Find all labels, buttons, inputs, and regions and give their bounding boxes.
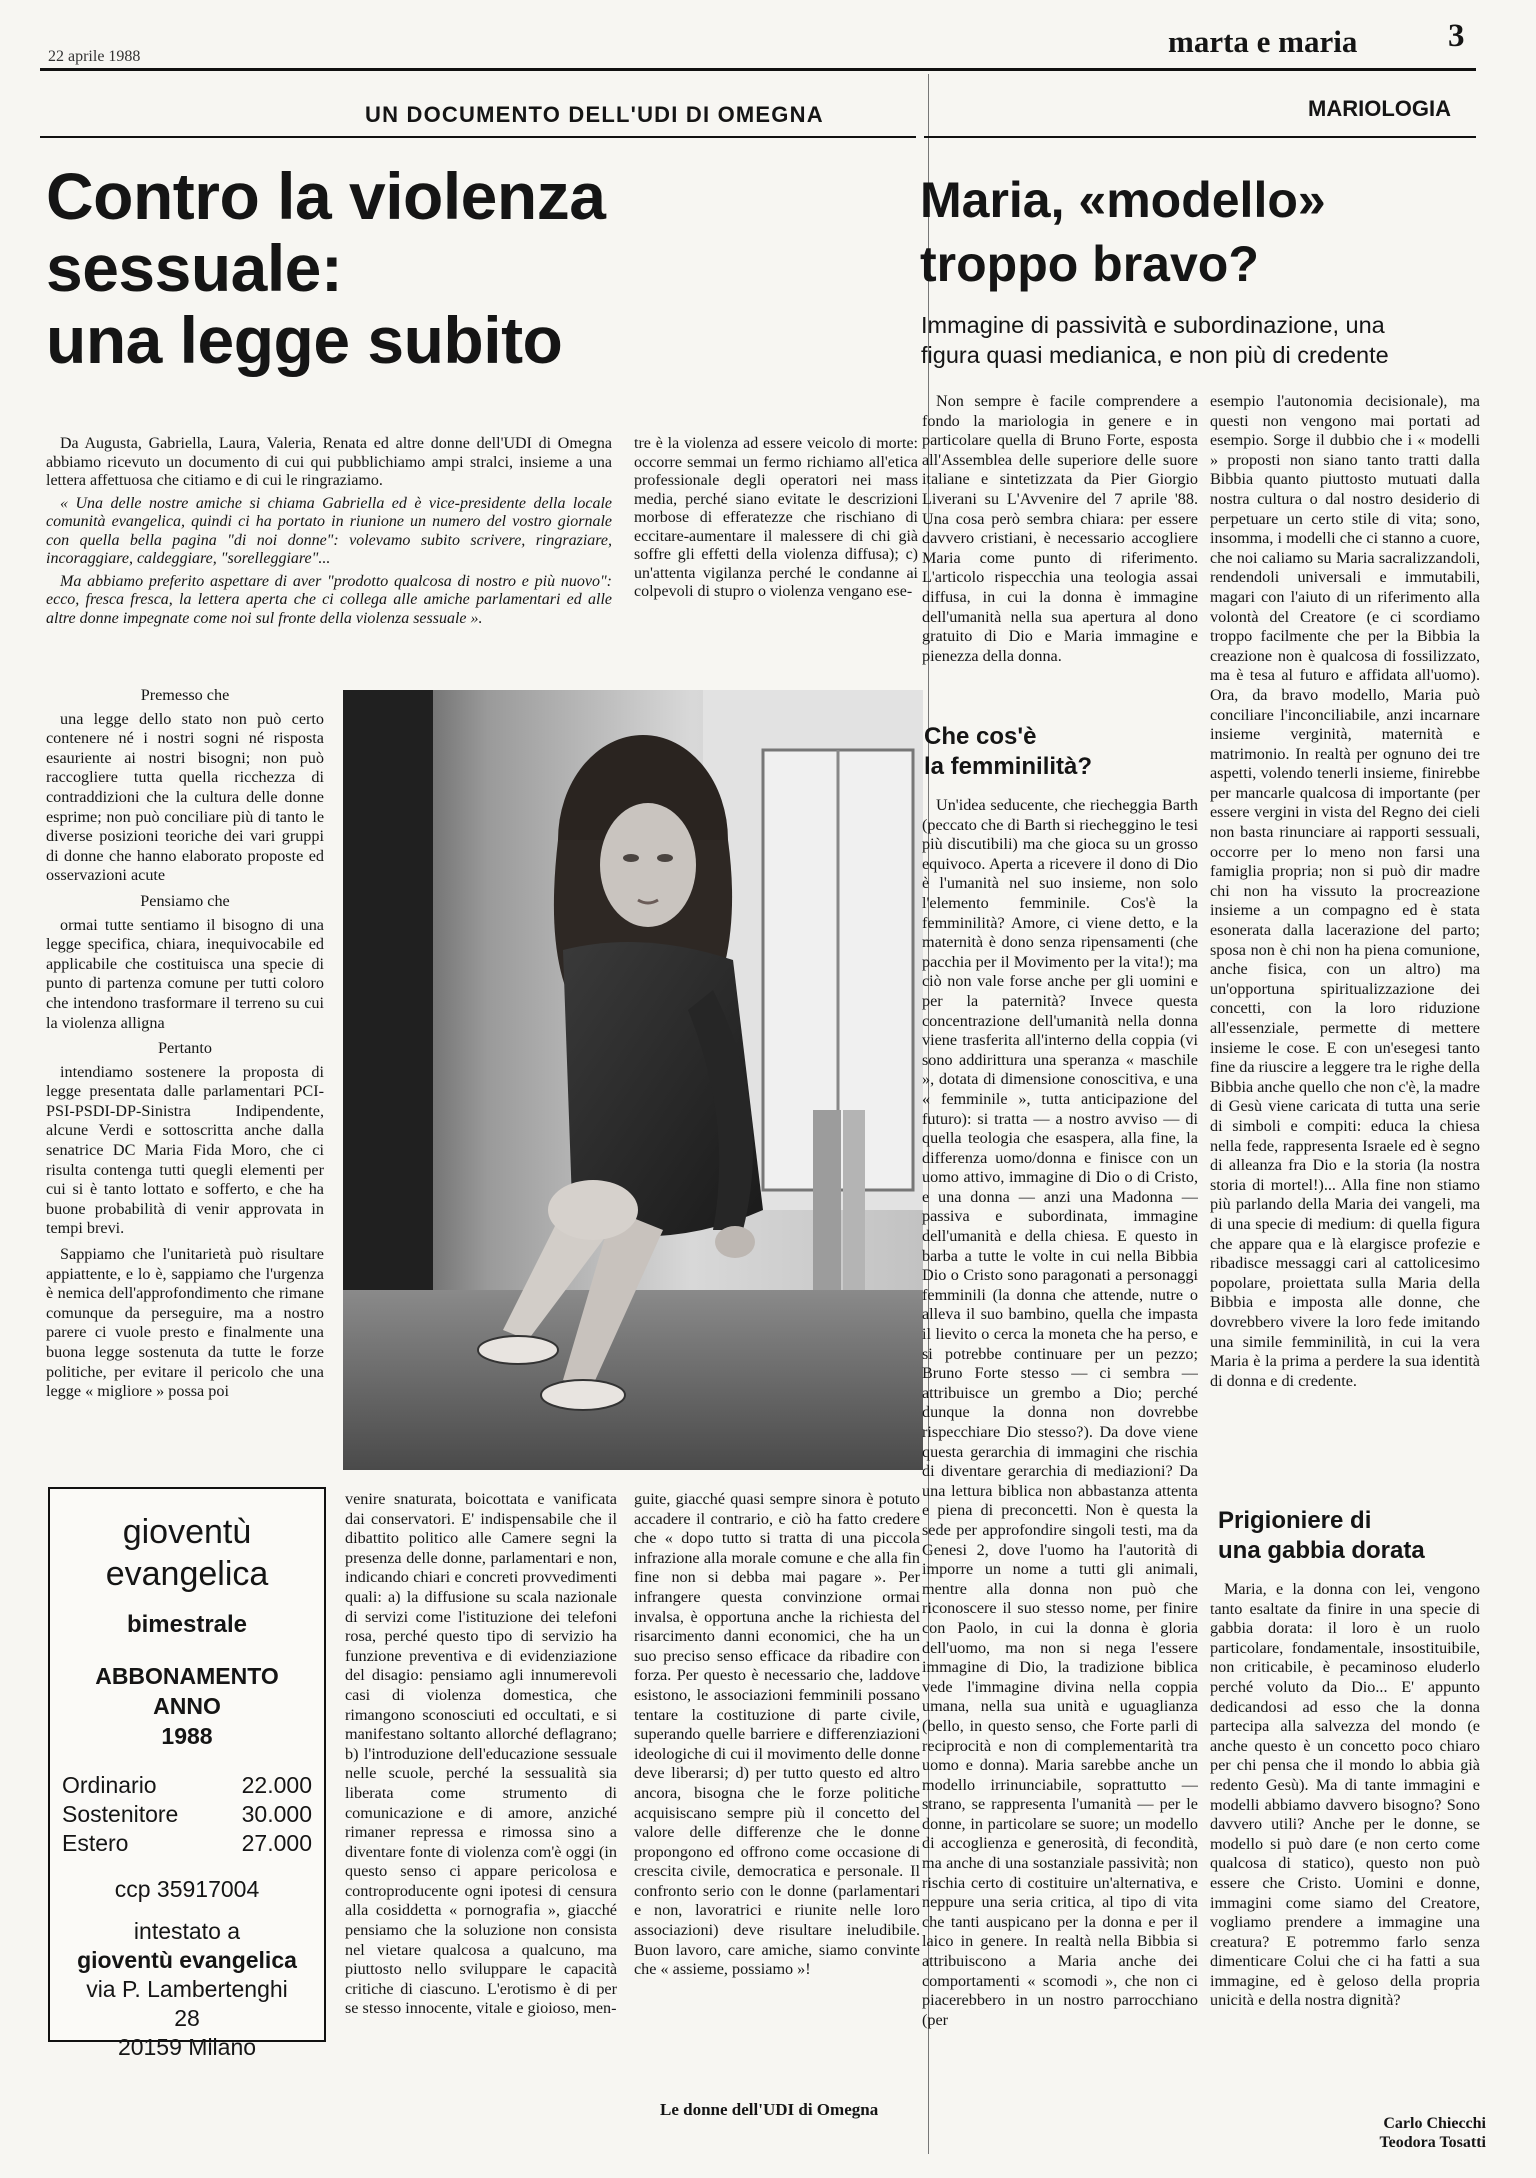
article-paragraph: Non sempre è facile comprendere a fondo la mariologia in genere e in particolare quella di Bruno Forte, esposta all'Assemblea delle superiore delle suore italiane e sintetizzata da Pier Giorgio Liverani su L'Avvenire del 7 aprile '88. Una cosa però sembra chiara: per essere davvero cristiani, è necessario accogliere Maria come punto di riferimento. L'articolo rispecchia una teologia assai diffusa, in cui la donna è immagine dell'umanità nella sua apertura al dono gratuito di Dio e Maria immagine e pienezza della donna. (922, 392, 1198, 665)
right-col-2-top (1210, 392, 1480, 1482)
left-intro (46, 435, 612, 632)
article-paragraph: esempio l'autonomia decisionale), ma questi non vengono mai portati ad esempio. Sorge il dubbio che i « modelli » proposti non siano tanto tratti dalla Bibbia quanto piuttosto mutuati dalla nostra cultura o dal nostro desiderio di perpetuare un certo stile di vita; sono, insomma, i modelli che ci stanno a cuore, che noi caliamo su Maria sacralizzandoli, rendendoli universali e immutabili, magari con l'aiuto di un riferimento alla volontà del Creatore (e ci scordiamo troppo facilmente che per la Bibbia la creazione non è qualcosa di fossilizzato, ma è tesa al futuro e affidata all'uomo). Ora, da bravo modello, Maria può conciliare l'inconciliabile, anzi incarnare insieme verginità, maternità e matrimonio. In realtà per ognuno dei tre aspetti, volendo tenerli insieme, finirebbe per mancarle qualcosa di importante (per essere vergini in vista del Regno dei cieli non basta rinunciare ai rapporti sessuali, occorre per lo meno non farsi una famiglia propria; non si può dir madre chi non ha vissuto la procreazione insieme a un compagno ed è stata esonerata dalla lacerazione del parto; sposa non è chi non ha piena comunione, anche fisica, con un altro) ma un'opportuna spiritualizzazione dei concetti, con la loro riduzione all'essenziale, permette di mettere insieme le cose. E con un'esegesi tanto fine da riuscire a leggere tra le righe della Bibbia anche quello che non c'è, la madre di Gesù viene caricata di tutta una serie di simboli e compiti: educa la chiesa nella fede, rappresenta Israele ed è segno di alleanza fra Dio e la storia (la nostra storia di mortel!)... Alla fine non stiamo più parlando della Maria dei vangeli, ma di una specie di medium: di quella figura che appare qua e là elargisce profezie e ribadisce messaggi cari al cattolicesimo popolare, proiettata sulla Maria della Bibbia e imposta alle donne, che dovrebbero vivere la loro fede imitando una simile femminilità, in cui la vera Maria è la prima a perdere la sua identità di donna e di credente. (1210, 392, 1480, 1390)
ad-rate-price: 22.000 (241, 1772, 312, 1798)
left-article-kicker: UN DOCUMENTO DELL'UDI DI OMEGNA (365, 102, 824, 127)
right-headline-line: troppo bravo? (920, 236, 1259, 292)
photo-woman-seated (343, 690, 923, 1470)
left-col-1 (46, 686, 324, 1461)
article-paragraph: guite, giacché quasi sempre sinora è potuto accadere il contrario, e ciò ha fatto credere che « dopo tutto si tratta di una piccola infrazione alla morale comune e che alla fin fine non si debba mai pagare ». Per infrangere questa convinzione ormai invalsa, è opportuna anche la richiesta del risarcimento danni economici, che ha un suo preciso senso efficace da ribadire con forza. Per questo è necessario che, laddove esistono, le associazioni femminili possano tentare la costituzione di parte civile, superando quelle barriere e differenziazioni ideologiche di cui il movimento delle donne deve liberarsi; d) per tutto questo ed altro ancora, bisogna che le forze politiche acquisiscano sempre più il concetto del valore delle differenze che le donne propongono ed offrono come occasione di crescita civile, democratica e personale. Il confronto serio con le donne (parlamentari e non, lavoratrici e riunite nelle loro associazioni) deve risultare ineludibile. Buon lavoro, care amiche, siamo convinte che « assieme, possiamo »! (634, 1490, 920, 1979)
ad-title-line: evangelica (105, 1555, 269, 1593)
ad-rates (50, 1771, 324, 1858)
left-kicker-rule (40, 136, 916, 138)
ad-rate-label: Estero (62, 1830, 129, 1856)
article-paragraph: intendiamo sostenere la proposta di legge presentata dalle parlamentari PCI-PSI-PSDI-DP-Sinistra Indipendente, alcune Verdi e sottoscritta anche dalla senatrice DC Maria Fida Moro, che ci risulta contenga tutti quegli elementi per cui si è tanto lottato e sofferto, e che ha buone probabilità di venir approvata in tempi brevi. (46, 1062, 324, 1238)
ad-rate-label: Ordinario (62, 1772, 157, 1798)
intro-paragraph: Ma abbiamo preferito aspettare di aver "prodotto qualcosa di nostro e più nuovo": ecco, fresca fresca, la lettera aperta che ci collega alle amiche parlamentari ed alle altre donne impegnate come noi sul fronte della violenza sessuale ». (46, 572, 612, 627)
ad-subscription (50, 1661, 324, 1751)
right-deck-line: Immagine di passività e subordinazione, una (921, 312, 1385, 338)
right-col-2-bottom (1210, 1580, 1480, 2100)
subhead-line: Prigioniere di (1218, 1507, 1372, 1534)
masthead: marta e maria (1168, 24, 1358, 59)
article-paragraph: Maria, e la donna con lei, vengono tanto esaltate da finire in una specie di gabbia dorata: il loro è un ruolo particolare, fondamentale, insostituibile, non criticabile, è pecaminoso eluderlo perché voluto da Dio... E' appunto dedicandosi ad esso che la donna partecipa alla salvezza del mondo (e anche questo è un concetto poco chiaro per chi pensa che il mondo lo abbia già redento Gesù). Ma di tante immagini e modelli abbiamo davvero bisogno? Sono davvero utili? Anche per le donne, se modello si può dare (e non certo come qualcosa di statico), questo non può essere che Cristo. Uomini e donne, immagini come siamo del Creatore, vogliamo prendere a immagine una creatura? E potremmo farlo senza dimenticare Colui che ci ha fatti a sua immagine, ed è geloso della propria unicità e della nostra dignità? (1210, 1580, 1480, 2010)
right-deck (921, 310, 1389, 370)
ad-title (50, 1511, 324, 1595)
article-paragraph: ormai tutte sentiamo il bisogno di una legge specifica, chiara, inequivocabile ed applicabile che costituisca una specie di punto di partenza comune per tutti coloro che intendono trasformare il terreno su cui la violenza alligna (46, 915, 324, 1032)
header-rule (40, 68, 1476, 71)
ad-rate-row (50, 1800, 324, 1829)
right-headline-line: Maria, «modello» (920, 172, 1326, 228)
paragraph-lead: Premesso che (140, 686, 230, 704)
signature-line: Carlo Chiecchi (1383, 2115, 1486, 2132)
ad-frequency: bimestrale (126, 1611, 248, 1638)
article-paragraph: venire snaturata, boicottata e vanificata dai conservatori. E' indispensabile che il dibattito politico alle Camere segni la presenza delle donne, parlamentari e non, indicando chiari e concreti provvedimenti quali: a) la diffusione su scala nazionale di servizi come l'istituzione dei telefoni rosa, perché questo tipo di servizio ha funzione preventiva e di evidenziazione del disagio: pensiamo agli innumerevoli casi di violenza domestica, che rimangono sconosciuti ed occultati, e si manifestano soltanto allorché deflagrano; b) l'introduzione dell'educazione sessuale nelle scuole, perché la sessualità sia liberata come strumento di comunicazione e di amore, anziché rimaner repressa e rimossa sino a diventare fonte di violenza com'è oggi (in questo senso ci appare pericolosa e controproducente ogni ipotesi di censura alla cosiddetta « pornografia », giacché pensiamo che la soluzione non consista nel vietare qualcosa a qualcuno, ma piuttosto nello sviluppare le capacità critiche di ciascuno. L'erotismo è di per se stesso innocente, vitale e gioioso, men- (345, 1490, 617, 2018)
page-number: 3 (1448, 18, 1465, 54)
ad-payable-line: via P. Lambertenghi (86, 1976, 288, 2002)
subhead-line: una gabbia dorata (1218, 1537, 1425, 1564)
article-paragraph: una legge dello stato non può certo contenere né i nostri sogni né risposta esauriente ai nostri bisogni; non può raccogliere tutta quella ricchezza di contraddizioni che la cultura delle donne esprime; non può conciliare più di tanto le diverse posizioni teoriche dei vari gruppi di donne che hanno elaborato proposte ed osservazioni acute (46, 709, 324, 885)
ad-rate-price: 30.000 (241, 1801, 312, 1827)
signature-line: Teodora Tosatti (1379, 2134, 1486, 2151)
ad-payable-line: intestato a (133, 1918, 241, 1944)
article-photo (343, 690, 923, 1470)
left-headline-line: sessuale: (46, 231, 343, 305)
left-headline-line: Contro la violenza (46, 159, 606, 233)
left-headline (46, 160, 605, 376)
intro-paragraph: Da Augusta, Gabriella, Laura, Valeria, Renata ed altre donne dell'UDI di Omegna abbiamo ricevuto un documento di cui qui pubblichiamo ampi stralci, insieme a una lettera affettuosa che citiamo e di cui le ringraziamo. (46, 435, 612, 489)
ad-subscription-line: 1988 (161, 1723, 213, 1749)
paragraph-lead: Pensiamo che (140, 891, 230, 910)
page-date: 22 aprile 1988 (48, 48, 141, 65)
left-headline-line: una legge subito (46, 303, 563, 377)
right-article-signatures (1260, 2114, 1486, 2152)
left-col-3 (634, 1490, 920, 2095)
ad-rate-price: 27.000 (241, 1830, 312, 1856)
subhead-femminilita (924, 722, 1092, 782)
paragraph-lead: Pertanto (158, 1039, 212, 1058)
right-headline (920, 168, 1326, 296)
subhead-line: Che cos'è (924, 723, 1037, 750)
left-col-2 (345, 1490, 617, 2155)
subhead-line: la femminilità? (924, 753, 1093, 780)
right-col-1-bottom (922, 796, 1198, 2171)
ad-rate-label: Sostenitore (62, 1801, 179, 1827)
subhead-gabbia-dorata (1218, 1506, 1425, 1566)
right-deck-line: figura quasi medianica, e non più di credente (921, 342, 1389, 368)
ad-rate-row (50, 1829, 324, 1858)
left-article-signature: Le donne dell'UDI di Omegna (660, 2100, 879, 2119)
left-intro-right-column (634, 435, 918, 606)
ad-subscription-line: ANNO (153, 1693, 221, 1719)
ad-title-line: gioventù (122, 1513, 252, 1551)
article-paragraph: Sappiamo che l'unitarietà può risultare appiattente, e lo è, sappiamo che l'urgenza è nemica dell'approfondimento che rimane comunque da perseguire, ma a nostro parere ci vuole presto e finalmente una buona legge sostenuta da tutte le forze politiche, per evitare il pericolo che una legge « migliore » possa poi (46, 1245, 324, 1401)
section-label: MARIOLOGIA (1308, 96, 1451, 121)
intro-paragraph: « Una delle nostre amiche si chiama Gabriella ed è vice-presidente della locale comunità evangelica, quindi ci ha portato in riunione un numero del vostro giornale con quella bella pagina "di noi donne": volevamo subito scrivere, ringraziare, incoraggiare, caldeggiare, "sorelleggiare"... (46, 494, 612, 567)
ad-rate-row (50, 1771, 324, 1800)
ad-payable-line: 20159 Milano (117, 2034, 257, 2060)
ad-payable-line: gioventù evangelica (77, 1947, 297, 1973)
ad-payable (50, 1917, 324, 2062)
intro-right-text: tre è la violenza ad essere veicolo di morte: occorre semmai un fermo richiamo all'etica professionale degli operatori nei mass media, perché siano evitate le descrizioni morbose di efferatezze che rischiano di eccitare-aumentare il malessere di chi già soffre gli effetti della violenza diffusa); c) un'attenta vigilanza perché le condanne ai colpevoli di stupro o violenza vengano ese- (634, 435, 918, 600)
article-paragraph: Un'idea seducente, che riecheggia Barth (peccato che di Barth si riecheggino le tesi più discutibili) ma che gioca su un grosso equivoco. Aperta a ricevere il dono di Dio è l'umanità nel suo insieme, non solo l'elemento femminile. Cos'è la femminilità? Amore, ci viene detto, e la maternità è dono senza ripensamenti (che pacchia per il Movimento per la vita!); ma ciò non vale forse anche per gli uomini e per la paternità? Invece questa concentrazione dell'umanità nella donna viene trasferita all'interno della coppia (vi sono addirittura una speranza « maschile », dotata di dimensione conoscitiva, e una « femminile », tutta anticipazione del futuro): si tratta — a nostro avviso — di quella teologia che esaspera, alla fine, la differenza uomo/donna e finisce con un uomo attivo, immagine di Dio o di Cristo, e una donna — anzi una Madonna — passiva e subordinata, immagine dell'umanità e della chiesa. E questo in barba a tutte le volte in cui nella Bibbia Dio o Cristo sono paragonati a personaggi femminili (la donna che attende, nutre o alleva il suo bambino, quella che impasta il lievito o cerca la moneta che ha perso, e si potrebbe continuare per un pezzo; Bruno Forte stesso — ci sembra — attribuisce un grembo a Dio; perché dunque la donna non dovrebbe rispecchiare Dio stesso?). Da dove viene questa gerarchia di immagini che rischia di diventare gerarchia di mediazioni? Da una lettura biblica non abbastanza attenta e piena di preconcetti. Non è questa la sede per approfondire singoli testi, ma da Genesi 2, dove l'uomo ha l'autorità di imporre un nome a tutti gli animali, mentre alla donna non può che riconoscere il suo stesso nome, per finire con Paolo, in cui la donna è gloria dell'uomo, ma non si nega l'essere immagine di Dio, la tradizione biblica vede l'immagine divina nella coppia umana, nella sua unità e uguaglianza (bello, in questo senso, che Forte parli di reciprocità e non di complementarità tra uomo e donna). Maria sarebbe anche un modello irrinunciabile, soprattutto — strano, se rappresenta l'umanità — per le donne, in particolare se suore; un modello di accoglienza e generosità, di fecondità, ma anche di una sostanziale passività; non rischia certo di costituire un'alternativa, e neppure una seria critica, al tipo di vita che tanti auspicano per la donna e per il laico in genere. In realtà nella Bibbia si attribuiscono a Maria anche dei comportamenti « scomodi », che non ci piacerebbero in un nostro parrocchiano (per (922, 796, 1198, 2029)
ad-ccp: ccp 35917004 (114, 1876, 260, 1902)
section-rule (924, 136, 1476, 138)
subscription-ad (48, 1487, 326, 2060)
ad-subscription-line: ABBONAMENTO (95, 1663, 279, 1689)
ad-payable-line: 28 (174, 2005, 200, 2031)
right-col-1-top (922, 392, 1198, 702)
